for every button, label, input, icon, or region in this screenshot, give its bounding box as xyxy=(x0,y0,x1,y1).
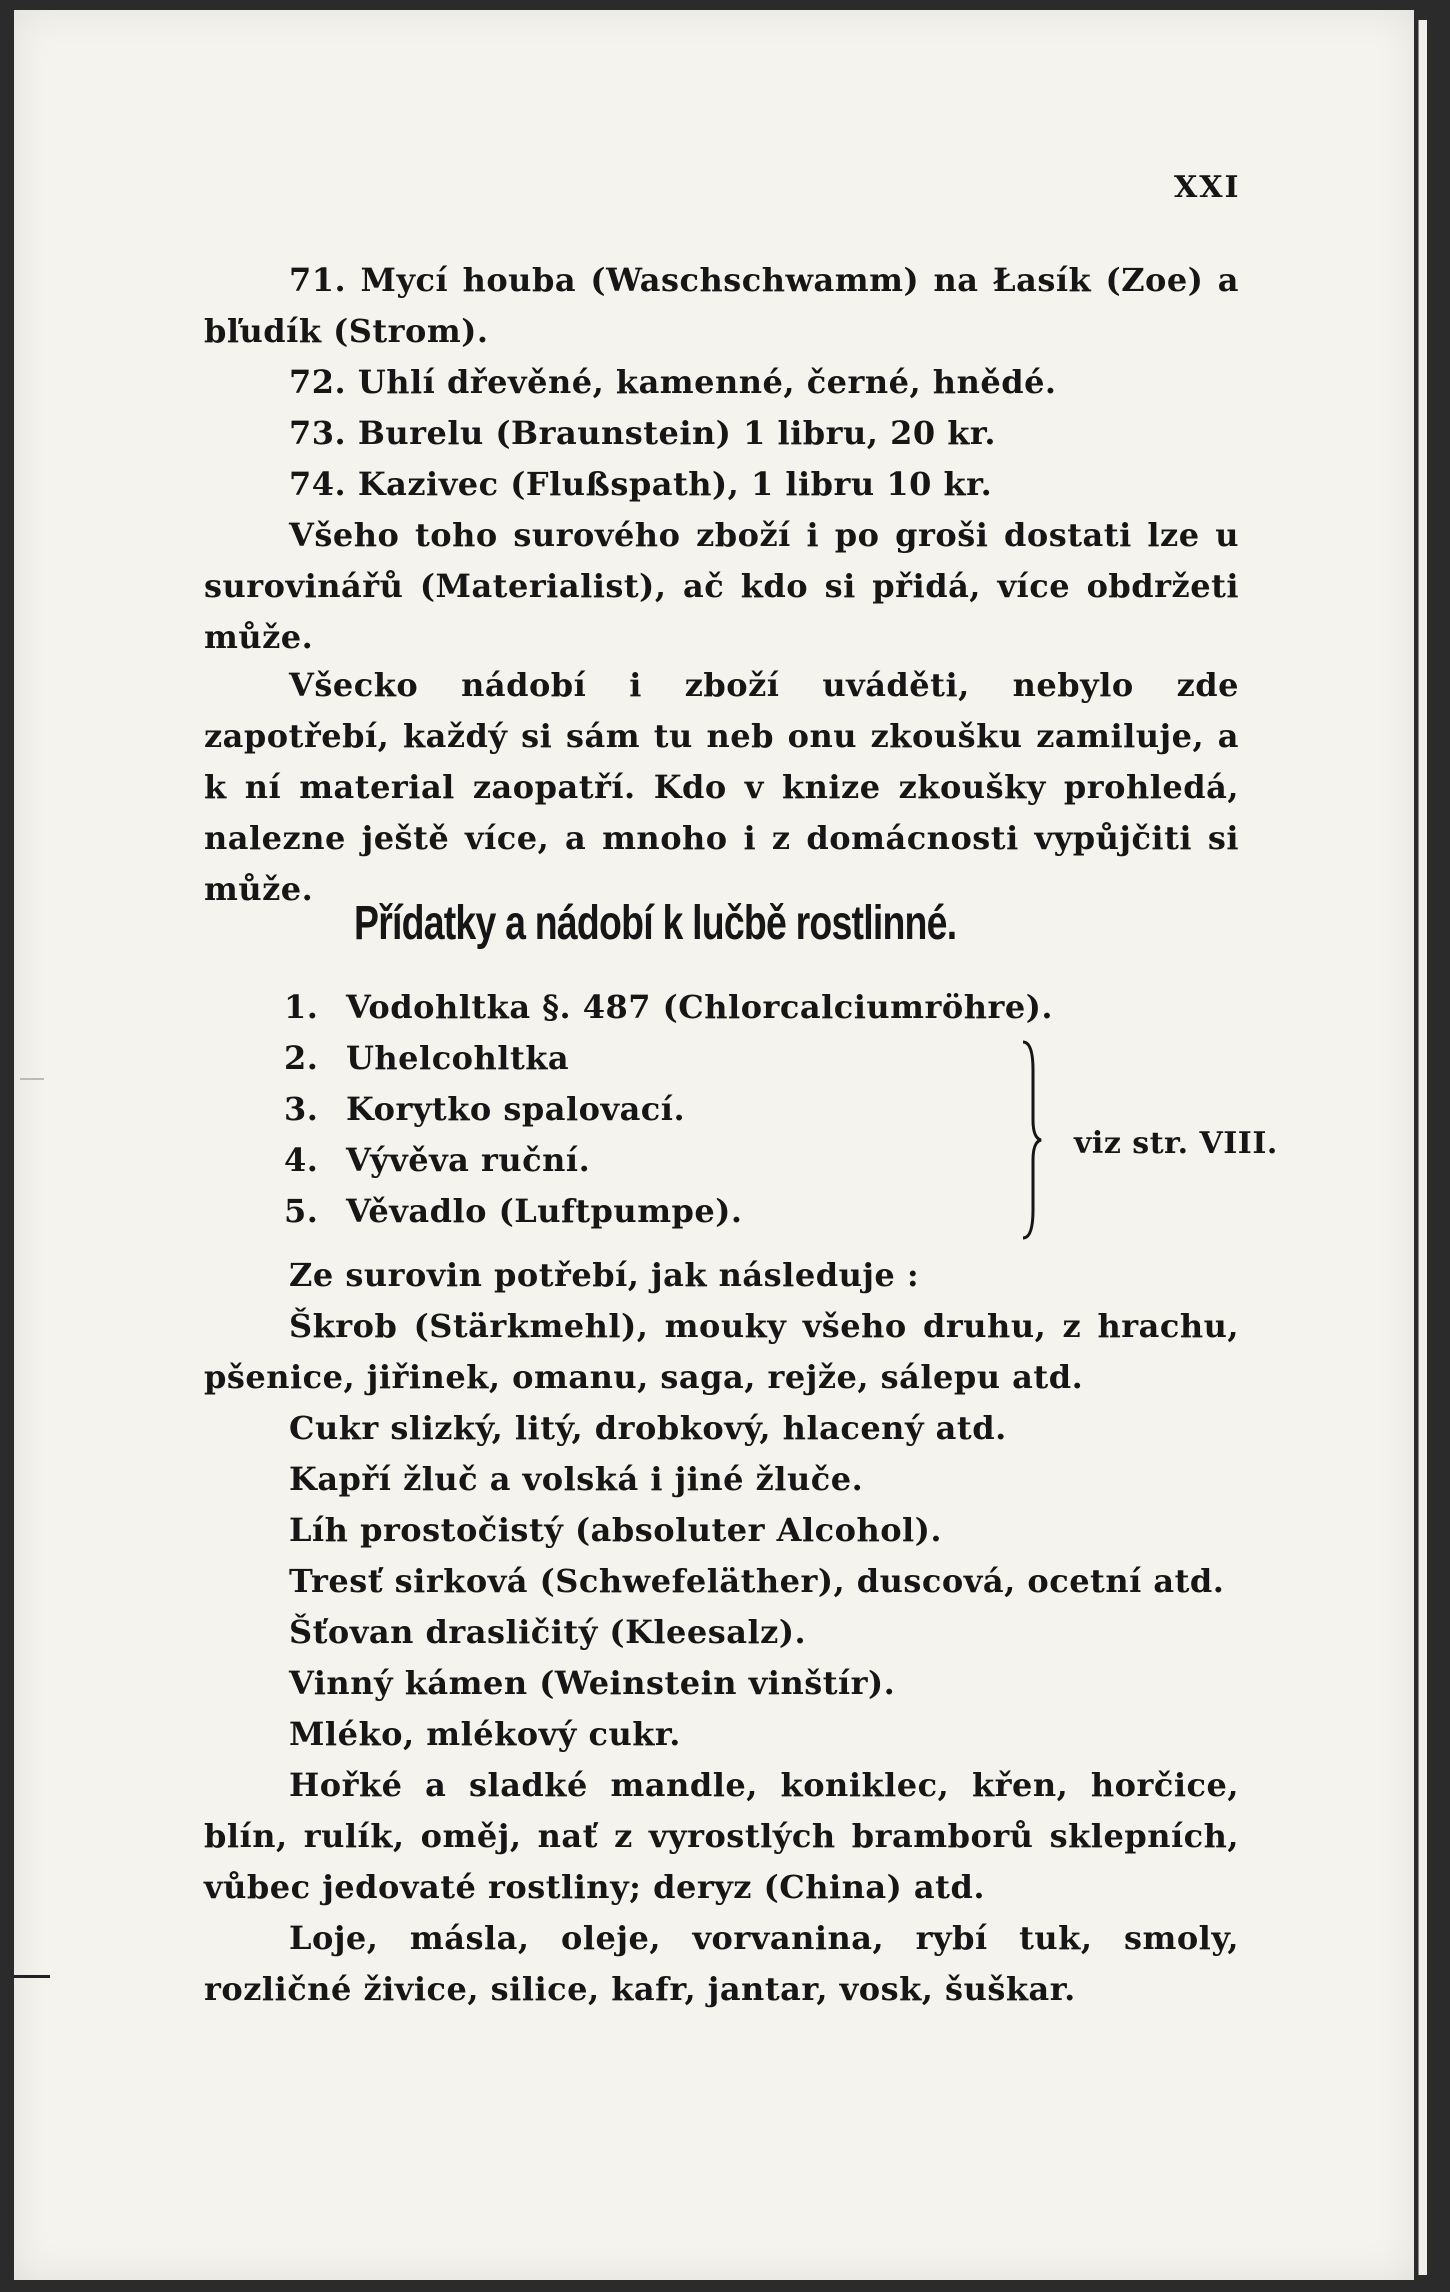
list-item-number: 5. xyxy=(284,1192,319,1230)
material-ether: Tresť sirková (Schwefeläther), duscová, ocetní atd. xyxy=(289,1562,1225,1600)
list-item-text: Korytko spalovací. xyxy=(346,1090,686,1128)
item-71: 71. Mycí houba (Waschschwamm) na Łasík (Zoe) a bľudík (Strom). xyxy=(204,261,1239,350)
section-heading: Přídatky a nádobí k lučbě rostlinné. xyxy=(354,897,957,950)
curly-brace-icon xyxy=(1019,1040,1043,1240)
list-item xyxy=(284,982,1184,1033)
materials-block xyxy=(204,1250,1239,2015)
material-starch: Škrob (Stärkmehl), mouky všeho druhu, z hrachu, pšenice, jiřinek, omanu, saga, rejže, sálepu atd. xyxy=(204,1307,1239,1396)
material-alcohol: Líh prostočistý (absoluter Alcohol). xyxy=(289,1511,942,1549)
materials-intro: Ze surovin potřebí, jak následuje : xyxy=(289,1256,920,1294)
page-number: XXI xyxy=(1174,170,1241,205)
margin-mark-faint xyxy=(20,1078,44,1080)
list-item xyxy=(284,1135,1184,1186)
brace-label: viz str. VIII. xyxy=(1074,1126,1278,1161)
list-item xyxy=(284,1033,1184,1084)
material-sugar: Cukr slizký, litý, drobkový, hlacený atd. xyxy=(289,1409,1007,1447)
list-item xyxy=(284,1084,1184,1135)
material-bile: Kapří žluč a volská i jiné žluče. xyxy=(289,1460,864,1498)
material-tartar: Vinný kámen (Weinstein vinštír). xyxy=(289,1664,896,1702)
page-edge xyxy=(1418,20,1427,2275)
paragraph-2 xyxy=(204,660,1239,915)
list-item-text: Uhelcohltka xyxy=(346,1039,570,1077)
material-milk: Mléko, mlékový cukr. xyxy=(289,1715,681,1753)
material-oxalate: Šťovan drasličitý (Kleesalz). xyxy=(289,1613,807,1651)
item-73: 73. Burelu (Braunstein) 1 libru, 20 kr. xyxy=(289,414,996,452)
book-page xyxy=(14,10,1414,2280)
list-item-number: 4. xyxy=(284,1141,319,1179)
list-item xyxy=(284,1186,1184,1237)
raw-materials-note: Všeho toho surového zboží i po groši dostati lze u surovinářů (Materialist), ač kdo si přidá, více obdržeti může. xyxy=(204,516,1239,656)
apparatus-list xyxy=(284,982,1184,1237)
item-74: 74. Kazivec (Flußspath), 1 libru 10 kr. xyxy=(289,465,993,503)
paragraph-2-text: Všecko nádobí i zboží uváděti, nebylo zde zapotřebí, každý si sám tu neb onu zkoušku zamiluje, a k ní material zaopatří. Kdo v knize zkoušky prohledá, nalezne ještě více, a mnoho i z domácnosti vypůjčiti si může. xyxy=(204,666,1239,908)
material-plants: Hořké a sladké mandle, koniklec, křen, horčice, blín, rulík, oměj, nať z vyrostlých bramborů sklepních, vůbec jedovaté rostliny; deryz (China) atd. xyxy=(204,1766,1239,1906)
list-item-text: Vodohltka §. 487 (Chlorcalciumröhre). xyxy=(346,988,1053,1026)
list-item-number: 3. xyxy=(284,1090,319,1128)
list-item-number: 1. xyxy=(284,988,319,1026)
item-72: 72. Uhlí dřevěné, kamenné, černé, hnědé. xyxy=(289,363,1057,401)
margin-mark xyxy=(14,1975,50,1978)
material-fats: Loje, másla, oleje, vorvanina, rybí tuk, smoly, rozličné živice, silice, kafr, jantar, vosk, šuškar. xyxy=(204,1919,1239,2008)
list-item-text: Věvadlo (Luftpumpe). xyxy=(346,1192,743,1230)
list-item-number: 2. xyxy=(284,1039,319,1077)
intro-block xyxy=(204,255,1239,663)
list-item-text: Vývěva ruční. xyxy=(346,1141,591,1179)
